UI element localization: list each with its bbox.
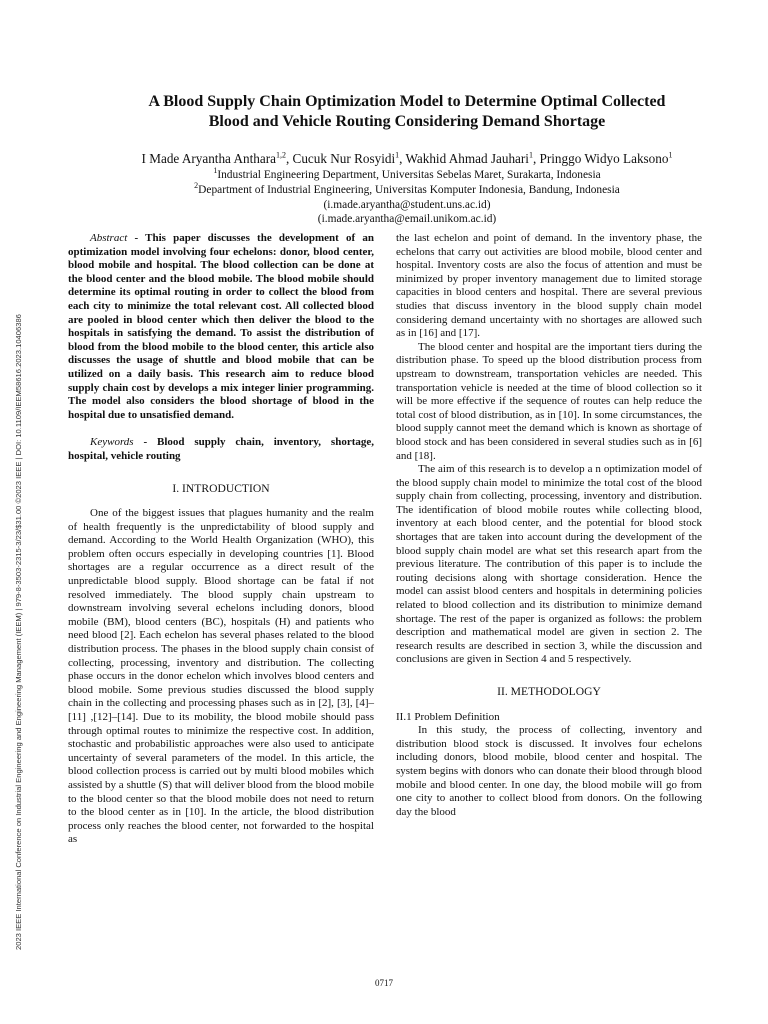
author-4: Pringgo Widyo Laksono (539, 151, 669, 166)
author-4-affil: 1 (668, 150, 673, 160)
intro-paragraph-2: The blood center and hospital are the important tiers during the distribution phase. To speed up the blood distribution process from upstream to downstream, transportation vehicles are needed. This transportation vehicle is needed at the time of blood collection so it will be more effective if the sequence of routes can help reduce the total cost of blood distribution, as in [10]. In some circumstances, the blood supply cannot meet the demand which is known as shortage of blood stock and has been considered in several studies such as in [6] and [18]. (396, 340, 702, 462)
email-1: (i.made.aryantha@student.uns.ac.id) (323, 199, 491, 211)
affiliation-1-text: Industrial Engineering Department, Universitas Sebelas Maret, Surakarta, Indonesia (217, 169, 601, 181)
keywords (68, 436, 374, 463)
abstract (68, 232, 374, 422)
author-3: Wakhid Ahmad Jauhari (405, 151, 529, 166)
title-line-2: Blood and Vehicle Routing Considering Demand Shortage (208, 113, 606, 130)
title-line-1: A Blood Supply Chain Optimization Model to Determine Optimal Collected (148, 93, 666, 110)
email-2: (i.made.aryantha@email.unikom.ac.id) (317, 213, 497, 225)
keywords-text: - Blood supply chain, inventory, shortage, hospital, vehicle routing (68, 436, 374, 462)
section-heading-methodology: II. METHODOLOGY (497, 685, 601, 698)
author-2: Cucuk Nur Rosyidi (292, 151, 396, 166)
intro-paragraph-3: The aim of this research is to develop a n optimization model of the blood supply chain model to minimize the total cost of the blood supply chain from collecting, processing, inventory and distribution. The identification of blood mobile routes while collecting blood, inventory at each blood center, and the potential for blood stock shortages that are taken into account during the development of the blood supply chain model are what set this research apart from the previous literature. The contribution of this paper is to include the routing decisions along with shortage consideration. Hence the model can assist blood centers and hospitals in determining policies related to blood collection and its distribution to minimize demand shortage. The rest of the paper is organized as follows: the problem description and mathematical model are given in section 2. The research results are described in section 3, while the discussion and conclusions are given in Section 4 and 5 respectively. (396, 463, 702, 666)
affiliation-1 (60, 168, 754, 182)
section-heading-introduction: I. INTRODUCTION (172, 481, 270, 495)
abstract-lead: Abstract (90, 232, 128, 244)
right-column (396, 232, 702, 819)
author-1: I Made Aryantha Anthara (141, 151, 276, 166)
author-2-affil: 1 (395, 150, 400, 160)
page-number: 0717 (375, 978, 393, 988)
affiliation-2-text: Department of Industrial Engineering, Universitas Komputer Indonesia, Bandung, Indonesia (198, 184, 620, 196)
abstract-text: - This paper discusses the development of an optimization model involving four echelons: donor, blood center, blood mobile and hospital. The blood collection can be done at the blood center and the blood mobile. The blood mobile should determine its optimal routing in order to collect the blood from each city to minimize the total relevant cost. All collected blood are pooled in blood center which then deliver the blood to the hospitals in satisfying the demand. To assist the distribution of blood from the blood mobile to the blood center, this article also discusses the usage of shuttle and blood mobile that can be utilized on a daily basis. This research aim to reduce blood supply chain cost by develops a mix integer linier programming. The model also considers the blood shortage of blood in the hospital due to unsatisfied demand. (68, 232, 374, 421)
intro-paragraph-1-cont: the last echelon and point of demand. In the inventory phase, the echelons that carry out activities are blood mobile, blood center and hospital. Inventory costs are also the focus of attention and must be minimized by proper inventory management due to limited storage capacities in blood centers and hospital. There are several previous studies that discuss inventory in the blood supply chain model considering demand uncertainty with no shortages are allowed such as in [16] and [17]. (396, 232, 702, 340)
paper-title (60, 92, 754, 132)
affiliation-1-mark: 1 (213, 166, 218, 176)
publication-sidebar (6, 210, 22, 950)
left-column (68, 232, 374, 847)
affiliation-2-mark: 2 (194, 181, 199, 191)
author-3-affil: 1 (528, 150, 533, 160)
affiliation-2 (60, 183, 754, 197)
methodology-paragraph-1: In this study, the process of collecting, inventory and distribution blood stock is discussed. It involves four echelons including donors, blood mobile, blood center and hospital. The system begins with donors who can donate their blood through blood mobile and blood center. In one day, the blood mobile will go from one city to another to collect blood from donors. On the following day the blood (396, 724, 702, 818)
intro-paragraph-1: One of the biggest issues that plagues humanity and the realm of health frequently is the unpredictability of blood supply and demand. According to the World Health Organization (WHO), this problem often occurs especially in developing countries [1]. Blood shortages are a regular occurrence as a direct result of the unpredictable blood supply. Blood shortage can be fatal if not resolved immediately. The blood supply chain upstream to downstream involving several echelons including donors, blood mobile (BM), blood centers (BC), hospitals (H) and patients who need blood [2]. Each echelon has several phases related to the blood distribution process. The phases in the blood supply chain consist of collecting, processing, inventory and distribution. The collecting phase occurs in the donor echelon which involves blood centers and blood mobile. Some previous studies discussed the blood supply chain in the collecting and processing phases such as in [2], [3], [4]–[11] ,[12]–[14]. Due to its mobility, the blood mobile should pass through optimal routes to minimize the respective cost. In addition, stochastic and probabilistic approaches were also used to anticipate uncertainty of several parameters of the model. In this article, the blood collection process is carried out by multi blood mobiles which assisted by a shuttle (S) that will deliver blood from the blood mobile to the blood center so that the blood mobile does not need to return to the blood center as in [10]. In the article, the blood distribution process only reaches the blood center, not forwarded to the hospital as (68, 507, 374, 846)
publication-info: 2023 IEEE International Conference on Industrial Engineering and Engineering Management (IEEM) | 979-8-3503-2315-3/23/$31.00 ©2023 IEEE | DOI: 10.1109/IEEM58616.2023.10406386 (14, 314, 23, 950)
subsection-heading-problem-definition: II.1 Problem Definition (396, 710, 500, 723)
author-1-affil: 1,2 (275, 150, 286, 160)
author-list: I Made Aryantha Anthara$^{1,2}$, Cucuk Nur Rosyidi$^1$, Wakhid Ahmad Jauhari$^1$, Pringgo Widyo Laksono$^1$ (141, 150, 673, 166)
keywords-lead: Keywords (90, 436, 134, 449)
